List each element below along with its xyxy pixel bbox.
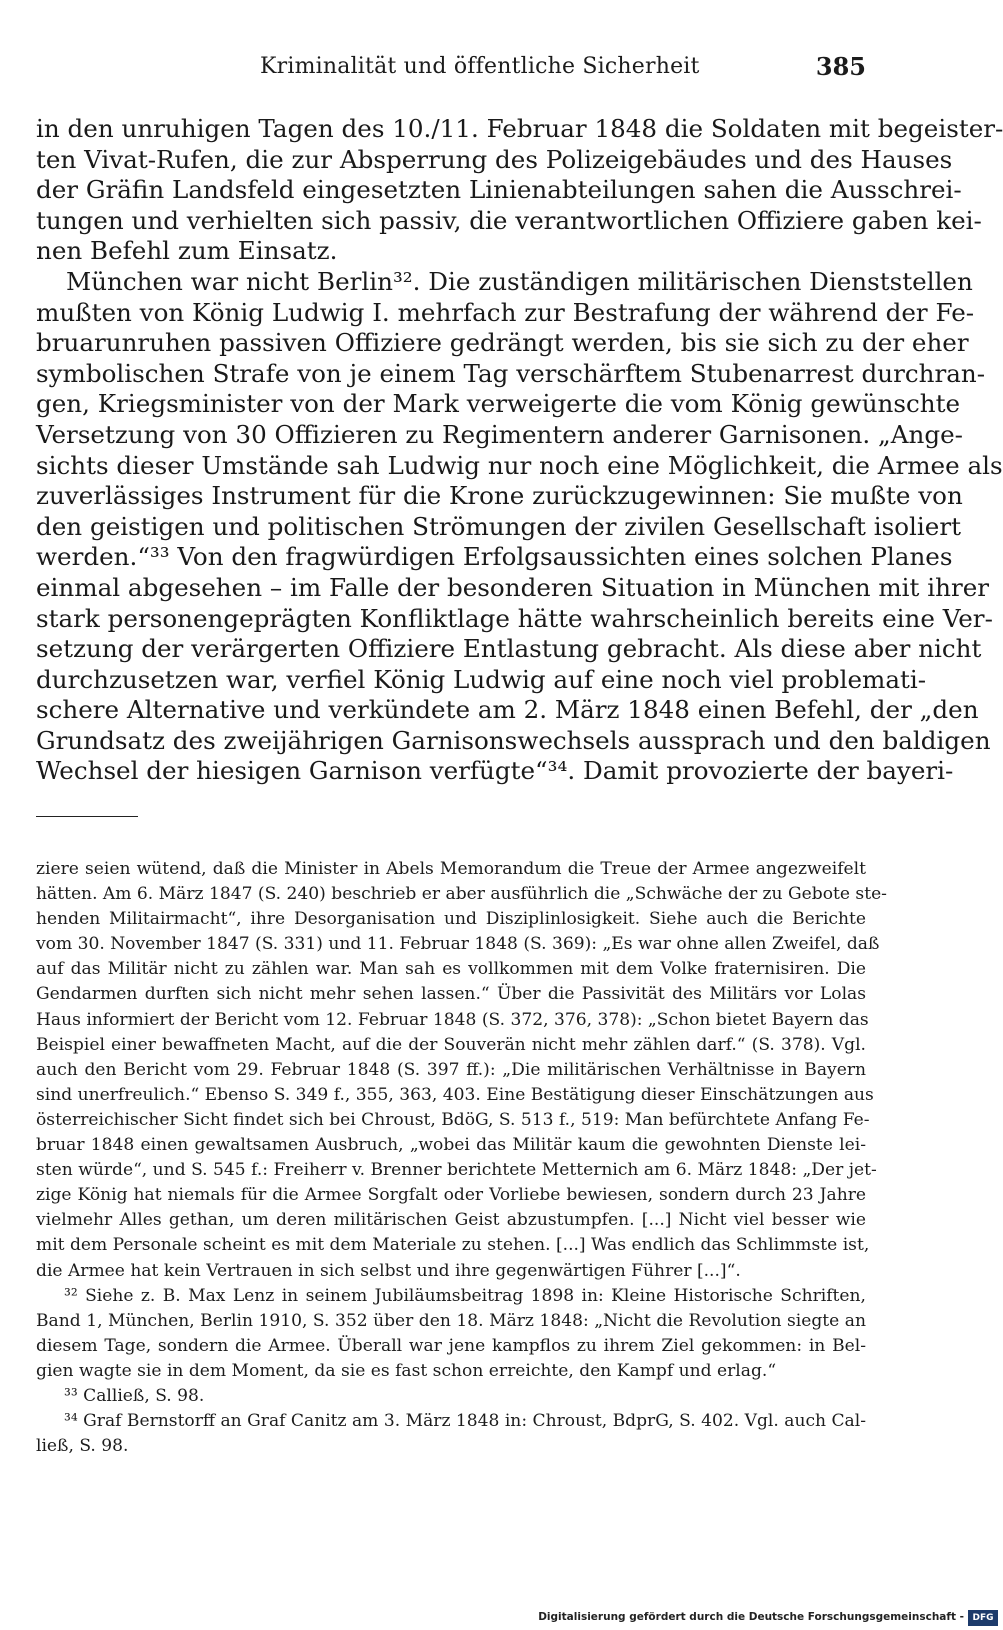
text-line: setzung der verärgerten Offiziere Entlastung gebracht. Als diese aber nicht [36, 634, 982, 664]
footnotes [36, 857, 887, 1459]
footnote-32-line: ³² Siehe z. B. Max Lenz in seinem Jubiläumsbeitrag 1898 in: Kleine Historische Schriften, [64, 1285, 866, 1306]
text-line: bruarunruhen passiven Offiziere gedrängt werden, bis sie sich zu der eher [36, 328, 969, 358]
footnote-line: vielmehr Alles gethan, um deren militärischen Geist abzustumpfen. [...] Nicht viel besser wie [36, 1210, 866, 1231]
page-header [36, 52, 866, 86]
footnote-32-line: gien wagte sie in dem Moment, da sie es fast schon erreichte, den Kampf und erlag.“ [36, 1360, 777, 1381]
text-line: nen Befehl zum Einsatz. [36, 236, 338, 266]
text-line: gen, Kriegsminister von der Mark verweigerte die vom König gewünschte [36, 389, 961, 419]
footnote-line: henden Militairmacht“, ihre Desorganisation und Disziplinlosigkeit. Siehe auch die Berichte [36, 909, 866, 930]
footnote-line: Haus informiert der Bericht vom 12. Februar 1848 (S. 372, 376, 378): „Schon bietet Bayern das [36, 1009, 869, 1030]
text-line: in den unruhigen Tagen des 10./11. Februar 1848 die Soldaten mit begeister- [36, 114, 1003, 143]
text-line: stark personengeprägten Konfliktlage hätte wahrscheinlich bereits eine Ver- [36, 603, 993, 633]
text-line: durchzusetzen war, verfiel König Ludwig auf eine noch viel problemati- [36, 664, 927, 694]
dfg-logo: DFG [968, 1610, 998, 1626]
digitization-footer [538, 1610, 1000, 1628]
footnote-32-line: diesem Tage, sondern die Armee. Überall war jene kampflos zu ihrem Ziel gekommen: in Bel- [36, 1335, 866, 1356]
footnote-line: auf das Militär nicht zu zählen war. Man sah es vollkommen mit dem Volke fraternisiren. Die [36, 959, 866, 980]
text-line: ten Vivat-Rufen, die zur Absperrung des Polizeigebäudes und des Hauses [36, 144, 953, 174]
footnote-line: sind unerfreulich.“ Ebenso S. 349 f., 355, 363, 403. Eine Bestätigung dieser Einschätzungen aus [36, 1084, 874, 1105]
footnote-line: Gendarmen durften sich nicht mehr sehen lassen.“ Über die Passivität des Militärs vor Lolas [36, 984, 866, 1005]
footnote-line: hätten. Am 6. März 1847 (S. 240) beschrieb er aber ausführlich die „Schwäche der zu Gebote ste- [36, 884, 887, 905]
footnote-separator [36, 816, 138, 817]
page-number: 385 [815, 52, 866, 81]
text-line: München war nicht Berlin³². Die zuständigen militärischen Dienststellen [66, 266, 973, 296]
text-line: tungen und verhielten sich passiv, die verantwortlichen Offiziere gaben kei- [36, 205, 982, 235]
text-line: Wechsel der hiesigen Garnison verfügte“³⁴. Damit provozierte der bayeri- [36, 756, 954, 786]
text-line: einmal abgesehen – im Falle der besonderen Situation in München mit ihrer [36, 572, 990, 602]
footnote-32-line: Band 1, München, Berlin 1910, S. 352 über den 18. März 1848: „Nicht die Revolution siegte an [36, 1310, 866, 1331]
text-line: den geistigen und politischen Strömungen der zivilen Gesellschaft isoliert [36, 511, 961, 541]
footnote-34-line: ließ, S. 98. [36, 1436, 129, 1457]
footnote-line: mit dem Personale scheint es mit dem Materiale zu stehen. [...] Was endlich das Schlimmste ist, [36, 1235, 870, 1256]
text-line: Grundsatz des zweijährigen Garnisonswechsels aussprach und den baldigen [36, 725, 991, 755]
text-line: zuverlässiges Instrument für die Krone zurückzugewinnen: Sie mußte von [36, 481, 963, 511]
text-line: mußten von König Ludwig I. mehrfach zur Bestrafung der während der Fe- [36, 297, 975, 327]
footnote-line: die Armee hat kein Vertrauen in sich selbst und ihre gegenwärtigen Führer [...]“. [36, 1260, 741, 1281]
footnote-line: zige König hat niemals für die Armee Sorgfalt oder Vorliebe bewiesen, sondern durch 23 Jahre [36, 1185, 866, 1206]
footnote-33-line: ³³ Calließ, S. 98. [64, 1385, 205, 1406]
footnote-line: vom 30. November 1847 (S. 331) und 11. Februar 1848 (S. 369): „Es war ohne allen Zweifel, daß [36, 934, 880, 955]
footnote-line: sten würde“, und S. 545 f.: Freiherr v. Brenner berichtete Metternich am 6. März 1848: „Der jet- [36, 1160, 877, 1181]
text-line: schere Alternative und verkündete am 2. März 1848 einen Befehl, der „den [36, 695, 979, 725]
main-text [36, 114, 1003, 787]
footnote-line: ziere seien wütend, daß die Minister in Abels Memorandum die Treue der Armee angezweifelt [36, 859, 866, 879]
running-title: Kriminalität und öffentliche Sicherheit [260, 54, 700, 79]
text-line: werden.“³³ Von den fragwürdigen Erfolgsaussichten eines solchen Planes [36, 542, 953, 572]
text-line: der Gräfin Landsfeld eingesetzten Linienabteilungen sahen die Ausschrei- [36, 175, 962, 205]
footnote-34-line: ³⁴ Graf Bernstorff an Graf Canitz am 3. März 1848 in: Chroust, BdprG, S. 402. Vgl. auch Cal- [64, 1411, 866, 1432]
footnote-line: Beispiel einer bewaffneten Macht, auf die der Souverän nicht mehr zählen darf.“ (S. 378). Vgl. [36, 1034, 866, 1055]
text-line: symbolischen Strafe von je einem Tag verschärftem Stubenarrest durchran- [36, 358, 986, 388]
footnote-line: österreichischer Sicht findet sich bei Chroust, BdöG, S. 513 f., 519: Man befürchtete Anfang Fe- [36, 1109, 870, 1130]
footnote-line: auch den Bericht vom 29. Februar 1848 (S. 397 ff.): „Die militärischen Verhältnisse in Bayern [36, 1059, 866, 1080]
text-line: sichts dieser Umstände sah Ludwig nur noch eine Möglichkeit, die Armee als [36, 450, 1003, 480]
funding-credit: Digitalisierung gefördert durch die Deutsche Forschungsgemeinschaft - [538, 1611, 964, 1623]
footnote-line: bruar 1848 einen gewaltsamen Ausbruch, „wobei das Militär kaum die gewohnten Dienste lei- [36, 1135, 866, 1156]
text-line: Versetzung von 30 Offizieren zu Regimentern anderer Garnisonen. „Ange- [36, 419, 963, 449]
